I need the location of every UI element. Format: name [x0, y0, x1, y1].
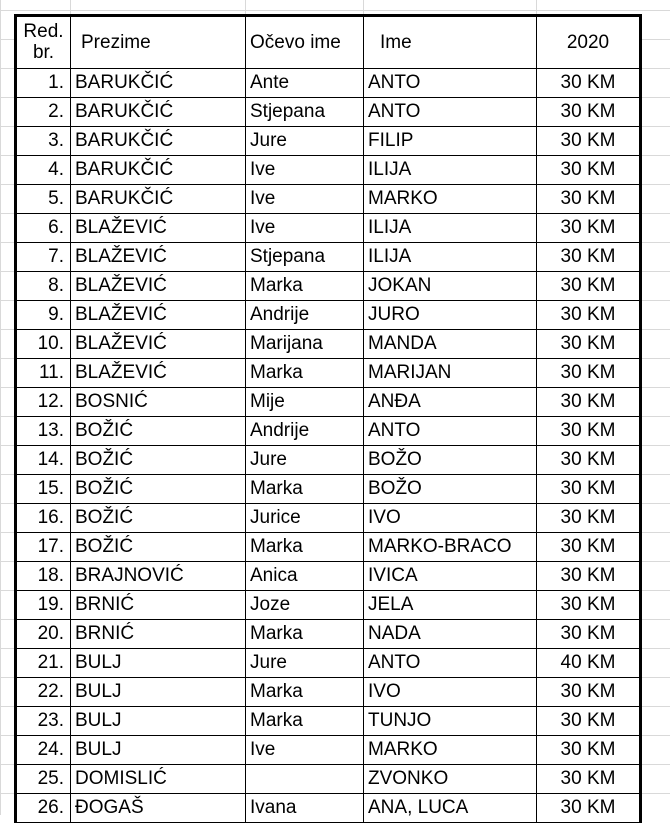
cell-father-name[interactable]: Ive: [246, 736, 364, 765]
cell-surname[interactable]: BARUKČIĆ: [71, 69, 246, 98]
cell-surname[interactable]: BULJ: [71, 649, 246, 678]
cell-surname[interactable]: BOSNIĆ: [71, 388, 246, 417]
cell-first-name[interactable]: TUNJO: [364, 707, 537, 736]
cell-first-name[interactable]: BOŽO: [364, 475, 537, 504]
cell-father-name[interactable]: Ante: [246, 69, 364, 98]
cell-surname[interactable]: BLAŽEVIĆ: [71, 243, 246, 272]
cell-father-name[interactable]: Ive: [246, 214, 364, 243]
cell-surname[interactable]: BRAJNOVIĆ: [71, 562, 246, 591]
cell-ordinal[interactable]: 24.: [17, 736, 71, 765]
cell-surname[interactable]: BRNIĆ: [71, 620, 246, 649]
cell-first-name[interactable]: ANTO: [364, 417, 537, 446]
cell-ordinal[interactable]: 10.: [17, 330, 71, 359]
cell-first-name[interactable]: MARKO: [364, 185, 537, 214]
cell-surname[interactable]: BULJ: [71, 736, 246, 765]
cell-amount[interactable]: 30 KM: [537, 707, 640, 736]
cell-ordinal[interactable]: 25.: [17, 765, 71, 794]
table-row: [17, 794, 640, 823]
cell-amount[interactable]: 30 KM: [537, 504, 640, 533]
table-row: [17, 156, 640, 185]
table-row: [17, 272, 640, 301]
cell-father-name[interactable]: Jure: [246, 649, 364, 678]
cell-ordinal[interactable]: 23.: [17, 707, 71, 736]
cell-ordinal[interactable]: 12.: [17, 388, 71, 417]
table-row: [17, 591, 640, 620]
cell-amount[interactable]: 30 KM: [537, 765, 640, 794]
cell-amount[interactable]: 30 KM: [537, 301, 640, 330]
grid-line: [536, 0, 537, 16]
table-row: [17, 243, 640, 272]
cell-first-name[interactable]: ANTO: [364, 98, 537, 127]
header-year-label: 2020: [566, 31, 610, 53]
cell-amount[interactable]: 30 KM: [537, 475, 640, 504]
table-row: [17, 562, 640, 591]
table-row: [17, 185, 640, 214]
table-row: [17, 504, 640, 533]
cell-amount[interactable]: 30 KM: [537, 243, 640, 272]
cell-ordinal[interactable]: 9.: [17, 301, 71, 330]
cell-first-name[interactable]: MARKO: [364, 736, 537, 765]
cell-father-name[interactable]: Marka: [246, 359, 364, 388]
cell-father-name[interactable]: Andrije: [246, 301, 364, 330]
cell-surname[interactable]: BOŽIĆ: [71, 446, 246, 475]
cell-first-name[interactable]: ZVONKO: [364, 765, 537, 794]
table-row: [17, 765, 640, 794]
cell-amount[interactable]: 30 KM: [537, 214, 640, 243]
cell-surname[interactable]: BLAŽEVIĆ: [71, 214, 246, 243]
header-surname-label: Prezime: [81, 31, 151, 53]
cell-father-name[interactable]: Ivana: [246, 794, 364, 823]
cell-ordinal[interactable]: 2.: [17, 98, 71, 127]
cell-father-name[interactable]: Marka: [246, 533, 364, 562]
header-row: [17, 17, 640, 69]
cell-amount[interactable]: 30 KM: [537, 678, 640, 707]
cell-ordinal[interactable]: 26.: [17, 794, 71, 823]
cell-father-name[interactable]: Marka: [246, 272, 364, 301]
cell-first-name[interactable]: ANTO: [364, 69, 537, 98]
table-row: [17, 69, 640, 98]
cell-ordinal[interactable]: 19.: [17, 591, 71, 620]
cell-surname[interactable]: BARUKČIĆ: [71, 185, 246, 214]
cell-surname[interactable]: BRNIĆ: [71, 591, 246, 620]
cell-amount[interactable]: 30 KM: [537, 359, 640, 388]
cell-ordinal[interactable]: 16.: [17, 504, 71, 533]
cell-amount[interactable]: 30 KM: [537, 591, 640, 620]
cell-first-name[interactable]: ILIJA: [364, 214, 537, 243]
cell-father-name[interactable]: Stjepana: [246, 98, 364, 127]
table-row: [17, 98, 640, 127]
cell-first-name[interactable]: ILIJA: [364, 156, 537, 185]
table-row: [17, 214, 640, 243]
table-row: [17, 649, 640, 678]
cell-ordinal[interactable]: 6.: [17, 214, 71, 243]
cell-father-name[interactable]: Marka: [246, 475, 364, 504]
cell-ordinal[interactable]: 18.: [17, 562, 71, 591]
cell-first-name[interactable]: JOKAN: [364, 272, 537, 301]
cell-father-name[interactable]: Ive: [246, 185, 364, 214]
cell-surname[interactable]: BULJ: [71, 707, 246, 736]
cell-amount[interactable]: 30 KM: [537, 388, 640, 417]
table-row: [17, 678, 640, 707]
cell-father-name[interactable]: Marijana: [246, 330, 364, 359]
cell-surname[interactable]: BARUKČIĆ: [71, 98, 246, 127]
cell-father-name[interactable]: Mije: [246, 388, 364, 417]
header-father-name-label: Očevo ime: [250, 31, 341, 53]
cell-amount[interactable]: 30 KM: [537, 533, 640, 562]
table-row: [17, 330, 640, 359]
cell-amount[interactable]: 30 KM: [537, 127, 640, 156]
cell-ordinal[interactable]: 7.: [17, 243, 71, 272]
cell-first-name[interactable]: ANĐA: [364, 388, 537, 417]
cell-father-name[interactable]: Jurice: [246, 504, 364, 533]
cell-surname[interactable]: DOMISLIĆ: [71, 765, 246, 794]
cell-father-name[interactable]: Anica: [246, 562, 364, 591]
cell-father-name[interactable]: Jure: [246, 127, 364, 156]
cell-surname[interactable]: BLAŽEVIĆ: [71, 330, 246, 359]
cell-amount[interactable]: 30 KM: [537, 98, 640, 127]
cell-father-name[interactable]: Joze: [246, 591, 364, 620]
table-row: [17, 475, 640, 504]
cell-amount[interactable]: 30 KM: [537, 736, 640, 765]
cell-father-name[interactable]: Marka: [246, 707, 364, 736]
header-father-name[interactable]: [246, 17, 364, 69]
grid-line: [70, 0, 71, 16]
grid-line: [245, 0, 246, 16]
cell-amount[interactable]: 30 KM: [537, 185, 640, 214]
cell-amount[interactable]: 40 KM: [537, 649, 640, 678]
cell-amount[interactable]: 30 KM: [537, 446, 640, 475]
cell-amount[interactable]: 30 KM: [537, 562, 640, 591]
cell-surname[interactable]: BOŽIĆ: [71, 504, 246, 533]
cell-surname[interactable]: BARUKČIĆ: [71, 127, 246, 156]
cell-father-name[interactable]: Marka: [246, 620, 364, 649]
table-row: [17, 301, 640, 330]
header-ordinal-label: Red. br.: [23, 21, 64, 63]
cell-father-name[interactable]: Ive: [246, 156, 364, 185]
cell-first-name[interactable]: IVO: [364, 678, 537, 707]
cell-first-name[interactable]: MARIJAN: [364, 359, 537, 388]
cell-first-name[interactable]: ANA, LUCA: [364, 794, 537, 823]
cell-surname[interactable]: BOŽIĆ: [71, 533, 246, 562]
table-row: [17, 388, 640, 417]
cell-father-name[interactable]: Stjepana: [246, 243, 364, 272]
cell-ordinal[interactable]: 8.: [17, 272, 71, 301]
header-year[interactable]: [537, 17, 640, 69]
cell-amount[interactable]: 30 KM: [537, 156, 640, 185]
cell-surname[interactable]: BOŽIĆ: [71, 417, 246, 446]
cell-ordinal[interactable]: 22.: [17, 678, 71, 707]
cell-first-name[interactable]: JURO: [364, 301, 537, 330]
cell-first-name[interactable]: ILIJA: [364, 243, 537, 272]
cell-surname[interactable]: BOŽIĆ: [71, 475, 246, 504]
cell-ordinal[interactable]: 13.: [17, 417, 71, 446]
cell-father-name[interactable]: Andrije: [246, 417, 364, 446]
cell-first-name[interactable]: ANTO: [364, 649, 537, 678]
cell-surname[interactable]: BLAŽEVIĆ: [71, 359, 246, 388]
cell-first-name[interactable]: FILIP: [364, 127, 537, 156]
cell-surname[interactable]: BULJ: [71, 678, 246, 707]
header-surname[interactable]: [71, 17, 246, 69]
cell-amount[interactable]: 30 KM: [537, 330, 640, 359]
header-first-name-label: Ime: [380, 31, 412, 53]
table-row: [17, 707, 640, 736]
cell-amount[interactable]: 30 KM: [537, 417, 640, 446]
table-row: [17, 127, 640, 156]
table-row: [17, 736, 640, 765]
cell-ordinal[interactable]: 17.: [17, 533, 71, 562]
cell-amount[interactable]: 30 KM: [537, 69, 640, 98]
cell-first-name[interactable]: BOŽO: [364, 446, 537, 475]
table-row: [17, 533, 640, 562]
table-row: [17, 446, 640, 475]
cell-ordinal[interactable]: 11.: [17, 359, 71, 388]
cell-ordinal[interactable]: 5.: [17, 185, 71, 214]
table-row: [17, 620, 640, 649]
cell-ordinal[interactable]: 4.: [17, 156, 71, 185]
cell-surname[interactable]: BARUKČIĆ: [71, 156, 246, 185]
grid-line: [363, 0, 364, 16]
cell-first-name[interactable]: IVICA: [364, 562, 537, 591]
member-table: [16, 16, 640, 823]
cell-first-name[interactable]: NADA: [364, 620, 537, 649]
header-ordinal[interactable]: [17, 17, 71, 69]
table-row: [17, 417, 640, 446]
cell-amount[interactable]: 30 KM: [537, 620, 640, 649]
cell-ordinal[interactable]: 1.: [17, 69, 71, 98]
cell-surname[interactable]: BLAŽEVIĆ: [71, 272, 246, 301]
cell-father-name[interactable]: [246, 765, 364, 794]
cell-ordinal[interactable]: 15.: [17, 475, 71, 504]
cell-amount[interactable]: 30 KM: [537, 794, 640, 823]
cell-ordinal[interactable]: 21.: [17, 649, 71, 678]
cell-father-name[interactable]: Jure: [246, 446, 364, 475]
table-row: [17, 359, 640, 388]
cell-ordinal[interactable]: 14.: [17, 446, 71, 475]
cell-first-name[interactable]: MARKO-BRACO: [364, 533, 537, 562]
cell-surname[interactable]: ĐOGAŠ: [71, 794, 246, 823]
cell-father-name[interactable]: Marka: [246, 678, 364, 707]
cell-amount[interactable]: 30 KM: [537, 272, 640, 301]
cell-first-name[interactable]: IVO: [364, 504, 537, 533]
cell-ordinal[interactable]: 3.: [17, 127, 71, 156]
cell-surname[interactable]: BLAŽEVIĆ: [71, 301, 246, 330]
cell-ordinal[interactable]: 20.: [17, 620, 71, 649]
cell-first-name[interactable]: MANDA: [364, 330, 537, 359]
header-first-name[interactable]: [364, 17, 537, 69]
cell-first-name[interactable]: JELA: [364, 591, 537, 620]
